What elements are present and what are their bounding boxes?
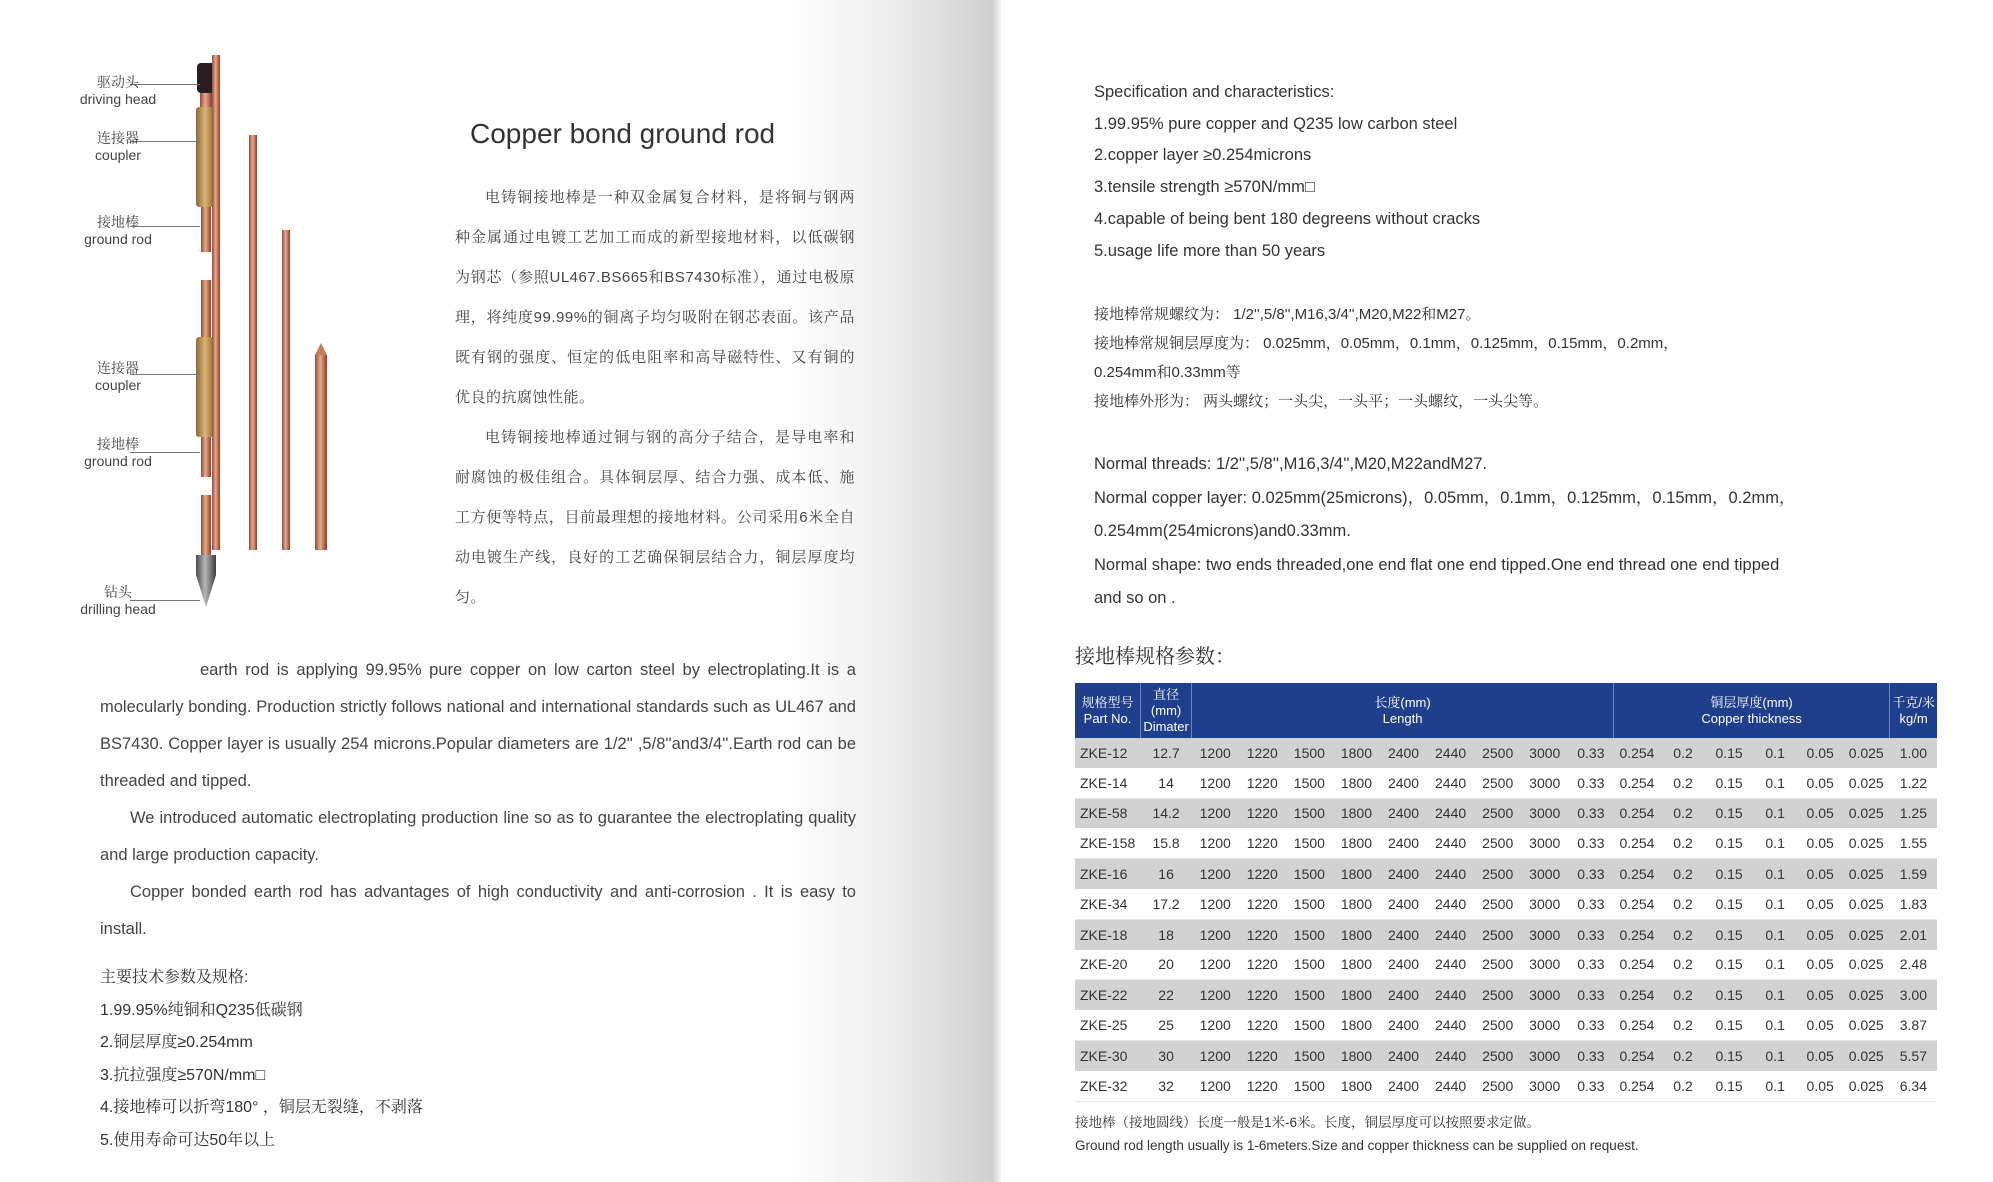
length-cell: 1500 xyxy=(1286,798,1333,828)
length-cell: 0.33 xyxy=(1568,798,1613,828)
part-number-cell: ZKE-34 xyxy=(1075,889,1141,919)
length-cell: 2500 xyxy=(1474,889,1521,919)
params-cn-line: 接地棒常规铜层厚度为： 0.025mm，0.05mm，0.1mm，0.125mm，0.15mm，0.2mm， xyxy=(1094,335,1679,352)
copper-thickness-cell: 0.254 xyxy=(1613,828,1660,858)
copper-thickness-cell: 0.15 xyxy=(1706,738,1753,768)
length-cell: 1800 xyxy=(1333,889,1380,919)
table-row xyxy=(1075,859,1937,889)
length-cell: 2500 xyxy=(1474,950,1521,980)
copper-thickness-cell: 0.2 xyxy=(1661,980,1706,1010)
table-row xyxy=(1075,1071,1937,1101)
intro-english xyxy=(100,652,856,948)
part-number-cell: ZKE-14 xyxy=(1075,768,1141,798)
label-ground-rod: 接地棒 ground rod xyxy=(84,214,152,247)
copper-thickness-cell: 0.1 xyxy=(1753,738,1798,768)
length-cell: 0.33 xyxy=(1568,828,1613,858)
length-cell: 0.33 xyxy=(1568,919,1613,949)
length-cell: 2500 xyxy=(1474,828,1521,858)
length-cell: 1200 xyxy=(1192,798,1239,828)
length-cell: 2400 xyxy=(1380,980,1427,1010)
length-cell: 1200 xyxy=(1192,1040,1239,1070)
length-cell: 2400 xyxy=(1380,1010,1427,1040)
length-cell: 0.33 xyxy=(1568,768,1613,798)
copper-thickness-cell: 0.025 xyxy=(1843,738,1890,768)
length-cell: 1800 xyxy=(1333,859,1380,889)
col-header-kg: 千克/米 kg/m xyxy=(1890,683,1937,738)
length-cell: 1200 xyxy=(1192,919,1239,949)
params-chinese xyxy=(1094,300,1854,416)
length-cell: 3000 xyxy=(1521,889,1568,919)
table-row xyxy=(1075,919,1937,949)
footnote xyxy=(1075,1111,1639,1157)
copper-thickness-cell: 0.025 xyxy=(1843,828,1890,858)
weight-cell: 5.57 xyxy=(1890,1040,1937,1070)
copper-thickness-cell: 0.025 xyxy=(1843,859,1890,889)
copper-thickness-cell: 0.15 xyxy=(1706,980,1753,1010)
copper-thickness-cell: 0.254 xyxy=(1613,1071,1660,1101)
length-cell: 2400 xyxy=(1380,859,1427,889)
length-cell: 2400 xyxy=(1380,768,1427,798)
table-row xyxy=(1075,1040,1937,1070)
copper-thickness-cell: 0.05 xyxy=(1798,950,1843,980)
weight-cell: 1.25 xyxy=(1890,798,1937,828)
length-cell: 1200 xyxy=(1192,980,1239,1010)
copper-thickness-cell: 0.1 xyxy=(1753,1040,1798,1070)
copper-thickness-cell: 0.025 xyxy=(1843,798,1890,828)
copper-thickness-cell: 0.15 xyxy=(1706,859,1753,889)
copper-thickness-cell: 0.05 xyxy=(1798,859,1843,889)
intro-en-paragraph-1: earth rod is applying 99.95% pure copper on low carton steel by electroplating.It is a molecularly bonding. Production strictly follows national and international standards such as UL467 and BS7430. Copper layer is usually 254 microns.Popular diameters are 1/2'' ,5/8''and3/4''.Earth rod can be threaded and tipped. xyxy=(100,661,856,790)
diameter-cell: 18 xyxy=(1141,919,1192,949)
length-cell: 3000 xyxy=(1521,1010,1568,1040)
col-header-diameter: 直径(mm) Dimater xyxy=(1141,683,1192,738)
length-cell: 1800 xyxy=(1333,1010,1380,1040)
length-cell: 1200 xyxy=(1192,738,1239,768)
params-en-line: and so on . xyxy=(1094,589,1176,607)
length-cell: 0.33 xyxy=(1568,889,1613,919)
length-cell: 1800 xyxy=(1333,828,1380,858)
diameter-cell: 30 xyxy=(1141,1040,1192,1070)
part-number-cell: ZKE-12 xyxy=(1075,738,1141,768)
specs-cn-item: 2.铜层厚度≥0.254mm xyxy=(100,1034,253,1051)
length-cell: 2400 xyxy=(1380,798,1427,828)
length-cell: 1220 xyxy=(1239,950,1286,980)
specs-en-item: 2.copper layer ≥0.254microns xyxy=(1094,146,1312,165)
intro-cn-paragraph-1: 电铸铜接地棒是一种双金属复合材料，是将铜与钢两种金属通过电镀工艺加工而成的新型接地材料，以低碳钢为钢芯（参照UL467.BS665和BS7430标准），通过电极原理，将纯度99.99%的铜离子均匀吸附在钢芯表面。该产品既有钢的强度、恒定的低电阻率和高导磁特性、又有铜的优良的抗腐蚀性能。 xyxy=(455,189,855,406)
length-cell: 2500 xyxy=(1474,859,1521,889)
length-cell: 2500 xyxy=(1474,919,1521,949)
length-cell: 2500 xyxy=(1474,1040,1521,1070)
specs-en-item: 4.capable of being bent 180 degreens without cracks xyxy=(1094,209,1481,228)
intro-cn-paragraph-2: 电铸铜接地棒通过铜与钢的高分子结合，是导电率和耐腐蚀的极佳组合。具体铜层厚、结合力强、成本低、施工方便等特点，目前最理想的接地材料。公司采用6米全自动电镀生产线，良好的工艺确保铜层结合力，铜层厚度均匀。 xyxy=(455,429,855,606)
copper-thickness-cell: 0.2 xyxy=(1661,950,1706,980)
length-cell: 2500 xyxy=(1474,980,1521,1010)
middle-rod-top xyxy=(201,280,211,338)
label-driving-head: 驱动头 driving head xyxy=(79,74,157,107)
length-cell: 0.33 xyxy=(1568,1071,1613,1101)
specs-en-item: 5.usage life more than 50 years xyxy=(1094,241,1326,260)
length-cell: 2440 xyxy=(1427,828,1474,858)
copper-thickness-cell: 0.254 xyxy=(1613,1010,1660,1040)
weight-cell: 3.00 xyxy=(1890,980,1937,1010)
length-cell: 2400 xyxy=(1380,889,1427,919)
part-number-cell: ZKE-158 xyxy=(1075,828,1141,858)
copper-thickness-cell: 0.254 xyxy=(1613,980,1660,1010)
params-cn-line: 接地棒常规螺纹为： 1/2'',5/8'',M16,3/4'',M20,M22和M27。 xyxy=(1094,306,1481,323)
copper-thickness-cell: 0.05 xyxy=(1798,1010,1843,1040)
length-cell: 1220 xyxy=(1239,1040,1286,1070)
length-cell: 1200 xyxy=(1192,889,1239,919)
length-cell: 3000 xyxy=(1521,828,1568,858)
weight-cell: 1.00 xyxy=(1890,738,1937,768)
copper-thickness-cell: 0.2 xyxy=(1661,889,1706,919)
copper-thickness-cell: 0.15 xyxy=(1706,919,1753,949)
label-coupler-2: 连接器 coupler xyxy=(95,360,141,393)
table-row xyxy=(1075,980,1937,1010)
length-cell: 3000 xyxy=(1521,768,1568,798)
copper-thickness-cell: 0.1 xyxy=(1753,980,1798,1010)
copper-thickness-cell: 0.2 xyxy=(1661,859,1706,889)
length-cell: 3000 xyxy=(1521,919,1568,949)
length-cell: 3000 xyxy=(1521,950,1568,980)
copper-thickness-cell: 0.025 xyxy=(1843,980,1890,1010)
length-cell: 1500 xyxy=(1286,919,1333,949)
length-cell: 1200 xyxy=(1192,828,1239,858)
length-cell: 2440 xyxy=(1427,1071,1474,1101)
copper-thickness-cell: 0.2 xyxy=(1661,798,1706,828)
col-header-length: 长度(mm) Length xyxy=(1192,683,1614,738)
length-cell: 2440 xyxy=(1427,859,1474,889)
copper-thickness-cell: 0.025 xyxy=(1843,1040,1890,1070)
length-cell: 1500 xyxy=(1286,950,1333,980)
diameter-cell: 20 xyxy=(1141,950,1192,980)
copper-thickness-cell: 0.15 xyxy=(1706,798,1753,828)
rod-3 xyxy=(282,230,290,550)
copper-thickness-cell: 0.1 xyxy=(1753,919,1798,949)
copper-thickness-cell: 0.2 xyxy=(1661,768,1706,798)
copper-thickness-cell: 0.05 xyxy=(1798,980,1843,1010)
specs-cn-heading: 主要技术参数及规格: xyxy=(100,969,249,986)
length-cell: 3000 xyxy=(1521,859,1568,889)
length-cell: 1200 xyxy=(1192,1010,1239,1040)
length-cell: 2440 xyxy=(1427,738,1474,768)
label-drilling-head: 钻头 drilling head xyxy=(80,584,156,617)
length-cell: 1800 xyxy=(1333,950,1380,980)
length-cell: 1500 xyxy=(1286,768,1333,798)
params-cn-line: 0.254mm和0.33mm等 xyxy=(1094,364,1241,381)
copper-thickness-cell: 0.05 xyxy=(1798,798,1843,828)
length-cell: 1220 xyxy=(1239,1071,1286,1101)
length-cell: 2500 xyxy=(1474,1071,1521,1101)
copper-thickness-cell: 0.05 xyxy=(1798,1071,1843,1101)
copper-thickness-cell: 0.2 xyxy=(1661,1010,1706,1040)
copper-thickness-cell: 0.05 xyxy=(1798,889,1843,919)
weight-cell: 2.01 xyxy=(1890,919,1937,949)
length-cell: 3000 xyxy=(1521,1071,1568,1101)
length-cell: 1220 xyxy=(1239,980,1286,1010)
specs-english xyxy=(1094,77,1480,267)
copper-thickness-cell: 0.1 xyxy=(1753,950,1798,980)
upper-coupler-part xyxy=(200,93,212,107)
length-cell: 1500 xyxy=(1286,1010,1333,1040)
length-cell: 1500 xyxy=(1286,980,1333,1010)
diameter-cell: 32 xyxy=(1141,1071,1192,1101)
copper-thickness-cell: 0.05 xyxy=(1798,828,1843,858)
params-en-line: 0.254mm(254microns)and0.33mm. xyxy=(1094,522,1351,540)
rod-1 xyxy=(212,55,220,550)
label-coupler: 连接器 coupler xyxy=(95,130,141,163)
length-cell: 0.33 xyxy=(1568,950,1613,980)
length-cell: 1220 xyxy=(1239,859,1286,889)
specs-cn-item: 3.抗拉强度≥570N/mm□ xyxy=(100,1066,266,1084)
length-cell: 2500 xyxy=(1474,1010,1521,1040)
copper-thickness-cell: 0.2 xyxy=(1661,919,1706,949)
middle-rod-bottom xyxy=(201,437,211,477)
length-cell: 0.33 xyxy=(1568,738,1613,768)
length-cell: 2440 xyxy=(1427,768,1474,798)
copper-thickness-cell: 0.025 xyxy=(1843,1010,1890,1040)
length-cell: 2400 xyxy=(1380,1040,1427,1070)
length-cell: 1500 xyxy=(1286,828,1333,858)
table-body xyxy=(1075,738,1937,1101)
copper-thickness-cell: 0.05 xyxy=(1798,1040,1843,1070)
length-cell: 1500 xyxy=(1286,738,1333,768)
specs-cn-item: 5.使用寿命可达50年以上 xyxy=(100,1131,276,1149)
length-cell: 1500 xyxy=(1286,889,1333,919)
length-cell: 3000 xyxy=(1521,980,1568,1010)
table-heading: 接地棒规格参数： xyxy=(1075,646,1235,668)
weight-cell: 1.22 xyxy=(1890,768,1937,798)
label-ground-rod-2: 接地棒 ground rod xyxy=(84,436,152,469)
weight-cell: 3.87 xyxy=(1890,1010,1937,1040)
table-row xyxy=(1075,738,1937,768)
copper-thickness-cell: 0.254 xyxy=(1613,919,1660,949)
part-number-cell: ZKE-22 xyxy=(1075,980,1141,1010)
length-cell: 1800 xyxy=(1333,1040,1380,1070)
params-en-line: Normal shape: two ends threaded,one end flat one end tipped.One end thread one end tipped xyxy=(1094,555,1780,574)
length-cell: 1800 xyxy=(1333,919,1380,949)
copper-thickness-cell: 0.025 xyxy=(1843,950,1890,980)
weight-cell: 1.83 xyxy=(1890,889,1937,919)
diameter-cell: 17.2 xyxy=(1141,889,1192,919)
length-cell: 1200 xyxy=(1192,859,1239,889)
part-number-cell: ZKE-16 xyxy=(1075,859,1141,889)
col-header-copper: 铜层厚度(mm) Copper thickness xyxy=(1613,683,1889,738)
diameter-cell: 15.8 xyxy=(1141,828,1192,858)
diameter-cell: 25 xyxy=(1141,1010,1192,1040)
length-cell: 1220 xyxy=(1239,919,1286,949)
copper-thickness-cell: 0.2 xyxy=(1661,1071,1706,1101)
copper-thickness-cell: 0.15 xyxy=(1706,889,1753,919)
params-english xyxy=(1094,448,1894,616)
footnote-cn: 接地棒（接地圆线）长度一般是1米-6米。长度，铜层厚度可以按照要求定做。 xyxy=(1075,1115,1541,1130)
page-gutter xyxy=(993,0,1001,1182)
length-cell: 2500 xyxy=(1474,738,1521,768)
params-cn-line: 接地棒外形为： 两头螺纹；一头尖，一头平；一头螺纹，一头尖等。 xyxy=(1094,393,1549,410)
length-cell: 1800 xyxy=(1333,768,1380,798)
footnote-en: Ground rod length usually is 1-6meters.Size and copper thickness can be supplied on request. xyxy=(1075,1138,1639,1153)
upper-rod-stub xyxy=(201,207,211,252)
length-cell: 1220 xyxy=(1239,768,1286,798)
copper-thickness-cell: 0.1 xyxy=(1753,889,1798,919)
part-number-cell: ZKE-58 xyxy=(1075,798,1141,828)
copper-thickness-cell: 0.025 xyxy=(1843,1071,1890,1101)
length-cell: 2500 xyxy=(1474,768,1521,798)
length-cell: 2400 xyxy=(1380,919,1427,949)
copper-thickness-cell: 0.1 xyxy=(1753,1071,1798,1101)
copper-thickness-cell: 0.05 xyxy=(1798,768,1843,798)
copper-thickness-cell: 0.1 xyxy=(1753,768,1798,798)
copper-thickness-cell: 0.254 xyxy=(1613,950,1660,980)
length-cell: 1220 xyxy=(1239,889,1286,919)
specs-chinese xyxy=(100,962,423,1157)
table-header-row xyxy=(1075,683,1937,738)
length-cell: 1200 xyxy=(1192,768,1239,798)
copper-thickness-cell: 0.2 xyxy=(1661,1040,1706,1070)
length-cell: 1200 xyxy=(1192,950,1239,980)
length-cell: 1800 xyxy=(1333,1071,1380,1101)
diameter-cell: 14.2 xyxy=(1141,798,1192,828)
rod-4-tip xyxy=(315,343,327,355)
length-cell: 3000 xyxy=(1521,1040,1568,1070)
copper-thickness-cell: 0.05 xyxy=(1798,919,1843,949)
length-cell: 2500 xyxy=(1474,798,1521,828)
copper-thickness-cell: 0.254 xyxy=(1613,768,1660,798)
length-cell: 2400 xyxy=(1380,950,1427,980)
copper-thickness-cell: 0.254 xyxy=(1613,889,1660,919)
length-cell: 2440 xyxy=(1427,950,1474,980)
copper-thickness-cell: 0.15 xyxy=(1706,950,1753,980)
copper-thickness-cell: 0.05 xyxy=(1798,738,1843,768)
copper-thickness-cell: 0.025 xyxy=(1843,919,1890,949)
weight-cell: 1.59 xyxy=(1890,859,1937,889)
diameter-cell: 16 xyxy=(1141,859,1192,889)
copper-thickness-cell: 0.254 xyxy=(1613,798,1660,828)
part-number-cell: ZKE-25 xyxy=(1075,1010,1141,1040)
length-cell: 0.33 xyxy=(1568,1040,1613,1070)
length-cell: 1500 xyxy=(1286,859,1333,889)
length-cell: 0.33 xyxy=(1568,859,1613,889)
table-row xyxy=(1075,1010,1937,1040)
copper-thickness-cell: 0.1 xyxy=(1753,828,1798,858)
length-cell: 0.33 xyxy=(1568,1010,1613,1040)
part-number-cell: ZKE-32 xyxy=(1075,1071,1141,1101)
page-title: Copper bond ground rod xyxy=(470,118,776,149)
length-cell: 2440 xyxy=(1427,889,1474,919)
copper-thickness-cell: 0.15 xyxy=(1706,1071,1753,1101)
rod-4 xyxy=(315,355,327,550)
length-cell: 1500 xyxy=(1286,1040,1333,1070)
weight-cell: 6.34 xyxy=(1890,1071,1937,1101)
specs-cn-item: 4.接地棒可以折弯180° ，铜层无裂缝，不剥落 xyxy=(100,1099,423,1116)
copper-thickness-cell: 0.2 xyxy=(1661,828,1706,858)
table-row xyxy=(1075,950,1937,980)
weight-cell: 2.48 xyxy=(1890,950,1937,980)
diameter-cell: 22 xyxy=(1141,980,1192,1010)
length-cell: 1220 xyxy=(1239,1010,1286,1040)
specs-cn-item: 1.99.95%纯铜和Q235低碳钢 xyxy=(100,1001,303,1019)
length-cell: 1220 xyxy=(1239,828,1286,858)
table-row xyxy=(1075,798,1937,828)
length-cell: 2440 xyxy=(1427,919,1474,949)
copper-thickness-cell: 0.15 xyxy=(1706,1040,1753,1070)
length-cell: 1800 xyxy=(1333,980,1380,1010)
diameter-cell: 14 xyxy=(1141,768,1192,798)
weight-cell: 1.55 xyxy=(1890,828,1937,858)
spec-table xyxy=(1075,683,1937,1102)
drill-rod xyxy=(201,495,211,555)
part-number-cell: ZKE-30 xyxy=(1075,1040,1141,1070)
intro-chinese xyxy=(455,178,855,618)
length-cell: 3000 xyxy=(1521,798,1568,828)
length-cell: 2440 xyxy=(1427,1040,1474,1070)
length-cell: 1220 xyxy=(1239,798,1286,828)
col-header-part: 规格型号 Part No. xyxy=(1075,683,1141,738)
copper-thickness-cell: 0.15 xyxy=(1706,1010,1753,1040)
length-cell: 2400 xyxy=(1380,1071,1427,1101)
part-number-cell: ZKE-20 xyxy=(1075,950,1141,980)
copper-thickness-cell: 0.254 xyxy=(1613,1040,1660,1070)
specs-en-item: 3.tensile strength ≥570N/mm□ xyxy=(1094,178,1315,197)
specs-en-heading: Specification and characteristics: xyxy=(1094,83,1335,101)
intro-en-paragraph-3: Copper bonded earth rod has advantages of high conductivity and anti-corrosion . It is easy to install. xyxy=(100,883,856,938)
copper-thickness-cell: 0.025 xyxy=(1843,889,1890,919)
copper-thickness-cell: 0.15 xyxy=(1706,828,1753,858)
specs-en-item: 1.99.95% pure copper and Q235 low carbon steel xyxy=(1094,114,1458,133)
copper-thickness-cell: 0.254 xyxy=(1613,859,1660,889)
table-row xyxy=(1075,828,1937,858)
length-cell: 1800 xyxy=(1333,738,1380,768)
length-cell: 2440 xyxy=(1427,1010,1474,1040)
table-row xyxy=(1075,768,1937,798)
length-cell: 0.33 xyxy=(1568,980,1613,1010)
params-en-line: Normal threads: 1/2'',5/8'',M16,3/4'',M20,M22andM27. xyxy=(1094,455,1488,473)
intro-en-paragraph-2: We introduced automatic electroplating production line so as to guarantee the electroplating quality and large production capacity. xyxy=(100,809,856,864)
length-cell: 2440 xyxy=(1427,798,1474,828)
copper-thickness-cell: 0.025 xyxy=(1843,768,1890,798)
length-cell: 1500 xyxy=(1286,1071,1333,1101)
length-cell: 2440 xyxy=(1427,980,1474,1010)
copper-thickness-cell: 0.254 xyxy=(1613,738,1660,768)
length-cell: 1200 xyxy=(1192,1071,1239,1101)
diameter-cell: 12.7 xyxy=(1141,738,1192,768)
copper-thickness-cell: 0.1 xyxy=(1753,1010,1798,1040)
part-number-cell: ZKE-18 xyxy=(1075,919,1141,949)
copper-thickness-cell: 0.15 xyxy=(1706,768,1753,798)
length-cell: 1800 xyxy=(1333,798,1380,828)
copper-thickness-cell: 0.2 xyxy=(1661,738,1706,768)
length-cell: 2400 xyxy=(1380,738,1427,768)
copper-thickness-cell: 0.1 xyxy=(1753,859,1798,889)
rod-2 xyxy=(249,135,257,550)
table-row xyxy=(1075,889,1937,919)
length-cell: 3000 xyxy=(1521,738,1568,768)
params-en-line: Normal copper layer: 0.025mm(25microns)，0.05mm，0.1mm，0.125mm，0.15mm，0.2mm， xyxy=(1094,488,1796,507)
copper-thickness-cell: 0.1 xyxy=(1753,798,1798,828)
length-cell: 2400 xyxy=(1380,828,1427,858)
length-cell: 1220 xyxy=(1239,738,1286,768)
